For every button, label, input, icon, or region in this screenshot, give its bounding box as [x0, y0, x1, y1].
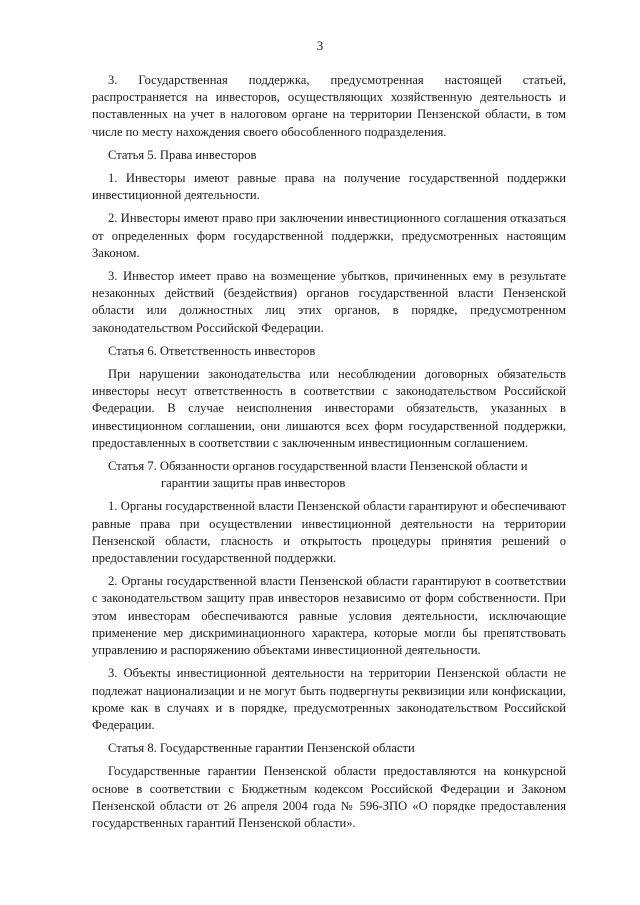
page-number: 3: [316, 38, 324, 53]
paragraph-article5-item2: 2. Инвесторы имеют право при заключении инвестиционного соглашения отказаться от определенных форм государственной поддержки, предусмотренных настоящим Законом.: [92, 211, 566, 260]
paragraph-article7-item2: 2. Органы государственной власти Пензенской области гарантируют в соответствии с законодательством защиту прав инвесторов независимо от форм собственности. При этом инвесторам обеспечиваются равные условия деятельности, исключающие применение мер дискриминационного характера, которые могли бы препятствовать управлению и распоряжению объектами инвестиционной деятельности.: [92, 574, 566, 658]
heading-article-5: Статья 5. Права инвесторов: [108, 147, 257, 162]
paragraph-article6: При нарушении законодательства или несоблюдении договорных обязательств инвесторы несут ответственность в соответствии с законодательством Российской Федерации. В случае неисполнения инвесторами обязательств, указанных в инвестиционном соглашении, они лишаются всех форм государственной поддержки, предоставленных в соответствии с заключенным инвестиционным соглашением.: [92, 367, 566, 450]
paragraph-article4-item3: 3. Государственная поддержка, предусмотренная настоящей статьей, распространяется на инвесторов, осуществляющих хозяйственную деятельность и поставленных на учет в налоговом органе на территории Пензенской области, в том числе по месту нахождения своего обособленного подразделения.: [92, 73, 566, 139]
paragraph-article5-item1: 1. Инвесторы имеют равные права на получение государственной поддержки инвестиционной деятельности.: [92, 171, 566, 203]
document-body: [92, 72, 566, 838]
heading-article-8: Статья 8. Государственные гарантии Пензенской области: [108, 741, 415, 756]
paragraph-article8: Государственные гарантии Пензенской области предоставляются на конкурсной основе в соответствии с Бюджетным кодексом Российской Федерации и Законом Пензенской области от 26 апреля 2004 года № 596-ЗПО «О порядке предоставления государственных гарантий Пензенской области».: [92, 764, 566, 830]
paragraph-article7-item3: 3. Объекты инвестиционной деятельности на территории Пензенской области не подлежат национализации и не могут быть подвергнуты реквизиции или конфискации, кроме как в случаях и в порядке, предусмотренных законодательством Российской Федерации.: [92, 666, 566, 732]
paragraph-article5-item3: 3. Инвестор имеет право на возмещение убытков, причиненных ему в результате незаконных действий (бездействия) органов государственной власти Пензенской области или должностных лиц этих органов, в порядке, предусмотренном законодательством Российской Федерации.: [92, 269, 566, 335]
heading-article-6: Статья 6. Ответственность инвесторов: [108, 343, 316, 358]
paragraph-article7-item1: 1. Органы государственной власти Пензенской области гарантируют и обеспечивают равные права при осуществлении инвестиционной деятельности на территории Пензенской области, гласность и открытость процедуры принятия решений о предоставлении государственной поддержки.: [92, 499, 566, 566]
heading-article-7: Статья 7. Обязанности органов государственной власти Пензенской области и гарантии защиты прав инвесторов: [108, 459, 528, 491]
